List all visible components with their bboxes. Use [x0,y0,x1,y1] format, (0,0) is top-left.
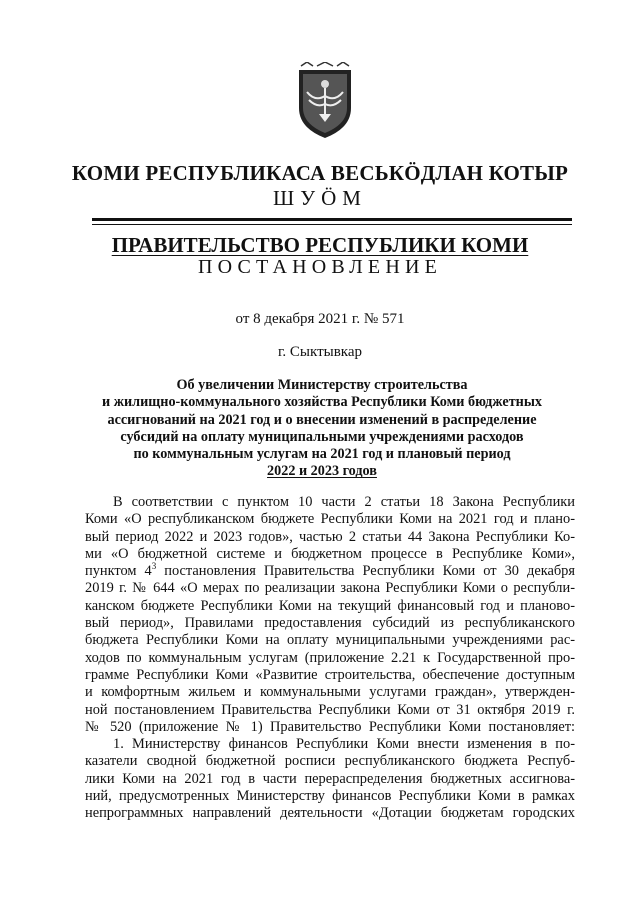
header-divider-thick [92,218,572,221]
title-line: Об увеличении Министерству строительства [176,377,468,393]
body-line: ной постановлением Правительства Республики Коми от 31 октября 2019 г. [85,701,575,718]
body-line: и комфортным жильем и коммунальными услугами граждан», утвержден- [85,684,575,701]
title-line: и жилищно-коммунального хозяйства Республики Коми бюджетных [101,394,543,411]
body-line: казатели сводной бюджетной росписи республиканского бюджета Респуб- [85,753,575,770]
body-line: ходов по коммунальным услугам (приложение 2.21 к Государственной про- [85,649,575,666]
body-text-fragment: постановления Правительства Республики Коми от 30 декабря [156,563,575,580]
body-line: 1. Министерству финансов Республики Коми внести изменения в по- [113,736,575,753]
komi-coat-of-arms-icon [295,62,355,140]
body-line: ми «О бюджетной системе и бюджетном процессе в Республике Коми», [85,545,575,562]
title-line: субсидий на оплату муниципальными учреждениями расходов [120,428,524,445]
title-line: ассигнований на 2021 год и о внесении изменений в распределение [107,411,537,428]
ru-subtitle: ПОСТАНОВЛЕНИЕ [197,256,443,278]
body-line: бюджета Республики Коми на оплату муниципальными учреждениями рас- [85,632,575,649]
document-body [85,494,575,823]
title-line: по коммунальным услугам на 2021 год и плановый период [133,446,511,463]
superscript: 3 [151,561,157,572]
komi-subtitle: ШУӦМ [273,186,367,210]
body-line: непрограммных направлений деятельности «Дотации бюджетам городских [85,805,575,822]
body-line: грамме Республики Коми «Развитие строительства, обеспечение доступным [85,666,575,683]
document-city: г. Сыктывкар [277,344,363,360]
body-text-fragment: пунктом 4 [85,563,152,580]
body-line-with-superscript [85,563,575,580]
body-line: ний, предусмотренных Министерству финансов Республики Коми в рамках [85,788,575,805]
body-line: В соответствии с пунктом 10 части 2 статьи 18 Закона Республики [113,494,575,510]
komi-title: КОМИ РЕСПУБЛИКАСА ВЕСЬКӦДЛАН КОТЫР [71,161,569,185]
body-line: Коми «О республиканском бюджете Республики Коми на 2021 год и плано- [85,511,575,528]
body-line: 2019 г. № 644 «О мерах по реализации закона Республики Коми о республи- [85,580,575,597]
body-line: № 520 (приложение № 1) Правительство Республики Коми постановляет: [85,718,575,735]
body-line: вый период 2022 и 2023 годов», частью 2 статьи 44 Закона Республики Ко- [85,528,575,545]
document-title [82,377,562,481]
title-line: 2022 и 2023 годов [267,463,377,480]
body-line: вый период», Правилами предоставления субсидий из республиканского [85,615,575,632]
ru-title: ПРАВИТЕЛЬСТВО РЕСПУБЛИКИ КОМИ [111,233,529,257]
header-divider-thin [92,224,572,225]
body-line: лики Коми на 2021 год в части перераспределения бюджетных ассигнова- [85,770,575,787]
body-line: канском бюджете Республики Коми на текущий финансовый год и планово- [85,597,575,614]
document-date-number: от 8 декабря 2021 г. № 571 [235,311,405,327]
